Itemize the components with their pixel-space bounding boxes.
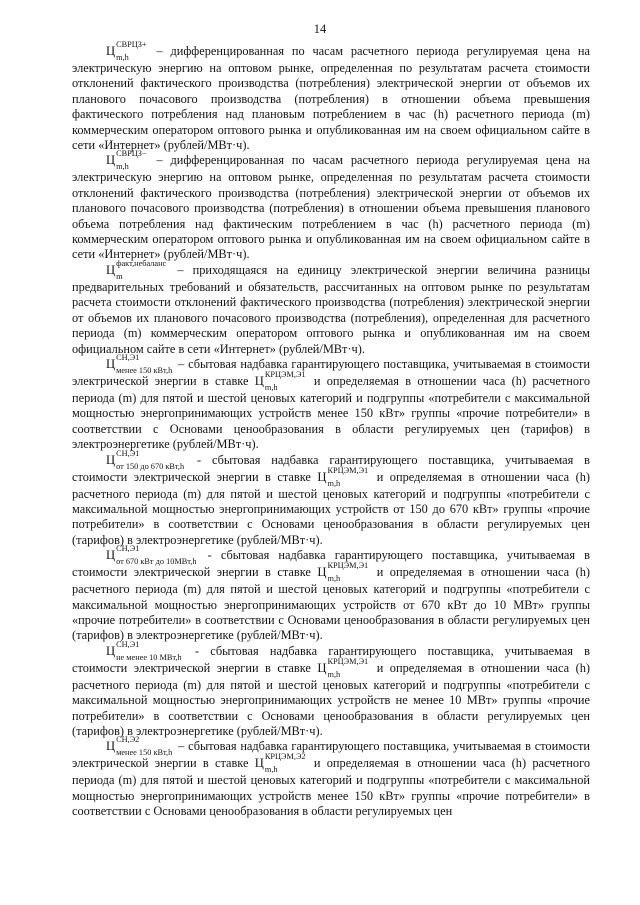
price-symbol bbox=[106, 352, 174, 375]
symbol-superscript: КРЦЭМ,Э1 bbox=[327, 561, 369, 571]
price-symbol bbox=[106, 40, 149, 62]
symbol-indices bbox=[116, 448, 185, 471]
paragraph-text: – сбытовая надбавка гарантирующего поставщика, учитываемая в стоимости электрической энергии в ставке bbox=[72, 356, 590, 388]
symbol-superscript: СВРЦЗ+ bbox=[116, 40, 147, 49]
symbol-superscript: СН,Э1 bbox=[116, 639, 140, 649]
symbol-indices bbox=[116, 258, 167, 281]
symbol-subscript: m,h bbox=[264, 765, 278, 775]
paragraph-text: и определяемая в отношении часа (h) расчетного периода (m) для пятой и шестой ценовых категорий и подгруппы «потребители с максимальной мощностью энергопринимающих устройств от 150 до 670 кВт» группы «прочие потребители» в соответствии с Основами ценообразования в области регулируемых цен (тарифов) в электроэнергетике (рублей/МВт·ч). bbox=[72, 469, 590, 547]
symbol-subscript: m,h bbox=[116, 53, 129, 62]
symbol-superscript: факт,небаланс bbox=[116, 258, 167, 268]
price-symbol bbox=[317, 656, 370, 679]
symbol-subscript: m,h bbox=[116, 162, 129, 172]
symbol-subscript: m,h bbox=[327, 478, 341, 488]
symbol-base: Ц bbox=[106, 262, 116, 277]
symbol-superscript: КРЦЭМ,Э2 bbox=[264, 752, 306, 762]
symbol-base: Ц bbox=[254, 756, 264, 771]
symbol-indices bbox=[264, 752, 306, 775]
symbol-base: Ц bbox=[106, 153, 116, 168]
symbol-subscript: менее 150 кВт,h bbox=[116, 748, 173, 758]
definition-paragraph bbox=[72, 544, 590, 644]
symbol-indices bbox=[116, 40, 147, 62]
definition-paragraph bbox=[72, 149, 590, 262]
symbol-superscript: КРЦЭМ,Э1 bbox=[264, 369, 306, 379]
price-symbol bbox=[254, 752, 308, 775]
paragraph-text: и определяемая в отношении часа (h) расчетного периода (m) для пятой и шестой ценовых категорий и подгруппы «потребители с максимальной мощностью энергопринимающих устройств менее 150 кВт» группы «прочие потребители» в соответствии с Основами ценообразования в области регулируемых цен (тарифов) в электроэнергетике (рублей/МВт·ч). bbox=[72, 373, 591, 452]
price-symbol bbox=[106, 448, 186, 471]
symbol-superscript: СН,Э1 bbox=[116, 544, 140, 554]
symbol-subscript: m,h bbox=[264, 382, 278, 392]
symbol-superscript: СВРЦЗ− bbox=[116, 149, 147, 159]
paragraph-text: и определяемая в отношении часа (h) расчетного периода (m) для пятой и шестой ценовых категорий и подгруппы «потребители с максимальной мощностью энергопринимающих устройств менее 150 кВт» группы «прочие потребители» в соответствии с Основами ценообразования в области регулируемых цен bbox=[72, 756, 591, 819]
price-symbol bbox=[317, 561, 370, 584]
paragraph-text: – приходящаяся на единицу электрической энергии величина разницы предварительных требований и обязательств, рассчитанных на оптовом рынке по результатам расчета стоимости отклонений фактического производства (потребления) электрической энергии от объемов их планового почасового производства (потребления), определенная для расчетного периода (m) коммерческим оператором оптового рынка и опубликованная им на своем официальном сайте в сети «Интернет» (рублей/МВт·ч). bbox=[72, 262, 590, 356]
symbol-subscript: менее 150 кВт,h bbox=[116, 365, 173, 375]
symbol-indices bbox=[116, 639, 182, 662]
symbol-indices bbox=[116, 149, 147, 172]
symbol-subscript: m,h bbox=[327, 669, 341, 679]
symbol-indices bbox=[116, 544, 197, 567]
paragraph-text: и определяемая в отношении часа (h) расчетного периода (m) для пятой и шестой ценовых категорий и подгруппы «потребители с максимальной мощностью энергопринимающих устройств от 670 кВт до 10 МВт» группы «прочие потребители» в соответствии с Основами ценообразования в области регулируемых цен (тарифов) в электроэнергетике (рублей/МВт·ч). bbox=[72, 565, 590, 643]
symbol-superscript: КРЦЭМ,Э1 bbox=[327, 465, 369, 475]
symbol-base: Ц bbox=[106, 548, 116, 563]
symbol-indices bbox=[327, 656, 369, 679]
symbol-indices bbox=[327, 561, 369, 584]
definition-paragraph bbox=[72, 258, 590, 357]
price-symbol bbox=[106, 639, 184, 662]
symbol-superscript: КРЦЭМ,Э1 bbox=[327, 656, 369, 666]
price-symbol bbox=[254, 369, 308, 392]
symbol-subscript: от 150 до 670 кВт,h bbox=[116, 461, 185, 471]
symbol-subscript: m,h bbox=[327, 574, 341, 584]
symbol-base: Ц bbox=[106, 44, 116, 58]
symbol-superscript: СН,Э2 bbox=[116, 735, 140, 745]
price-symbol bbox=[106, 544, 199, 567]
price-symbol bbox=[106, 735, 174, 758]
definition-paragraph bbox=[72, 40, 590, 153]
symbol-base: Ц bbox=[106, 739, 116, 754]
price-symbol bbox=[106, 258, 168, 281]
paragraph-text: – дифференцированная по часам расчетного периода регулируемая цена на электрическую энергию на оптовом рынке, определенная по результатам расчета стоимости отклонений фактического производства (потребления) электрической энергии от объемов их планового почасового производства (потребления) в отношении объема превышения фактического потребления над плановым потреблением в час (h) расчетного периода (m) коммерческим оператором оптового рынка и опубликованная им на своем официальном сайте в сети «Интернет» (рублей/МВт·ч). bbox=[72, 44, 590, 153]
symbol-indices bbox=[116, 352, 173, 375]
symbol-indices bbox=[327, 465, 369, 488]
price-symbol bbox=[106, 149, 149, 172]
definition-paragraph bbox=[72, 448, 590, 549]
paragraph-text: - сбытовая надбавка гарантирующего поставщика, учитываемая в стоимости электрической энергии в ставке bbox=[72, 548, 590, 580]
paragraph-text: – дифференцированная по часам расчетного периода регулируемая цена на электрическую энергию на оптовом рынке, определенная по результатам расчета стоимости отклонений фактического производства (потребления) электрической энергии от объемов их планового почасового производства (потребления) в отношении объема превышения планового объема потребления над фактическим потреблением в час (h) расчетного периода (m) коммерческим оператором оптового рынка и опубликованная им на своем официальном сайте в сети «Интернет» (рублей/МВт·ч). bbox=[72, 153, 590, 262]
definition-paragraph bbox=[72, 639, 590, 740]
symbol-base: Ц bbox=[317, 469, 327, 484]
symbol-base: Ц bbox=[254, 373, 264, 388]
paragraph-text: - сбытовая надбавка гарантирующего поставщика, учитываемая в стоимости электрической энергии в ставке bbox=[72, 452, 590, 484]
symbol-indices bbox=[116, 735, 173, 758]
definition-paragraph bbox=[72, 735, 591, 819]
symbol-base: Ц bbox=[106, 452, 116, 467]
symbol-subscript: от 670 кВт до 10МВт,h bbox=[116, 557, 197, 567]
symbol-subscript: не менее 10 МВт,h bbox=[116, 652, 182, 662]
symbol-base: Ц bbox=[106, 356, 116, 371]
definition-paragraph bbox=[72, 352, 591, 453]
price-symbol bbox=[317, 465, 370, 488]
symbol-subscript: m bbox=[116, 271, 123, 281]
paragraph-text: - сбытовая надбавка гарантирующего поставщика, учитываемая в стоимости электрической энергии в ставке bbox=[72, 643, 590, 675]
paragraph-text: – сбытовая надбавка гарантирующего поставщика, учитываемая в стоимости электрической энергии в ставке bbox=[72, 739, 590, 771]
symbol-superscript: СН,Э1 bbox=[116, 448, 140, 458]
symbol-indices bbox=[264, 369, 306, 392]
symbol-base: Ц bbox=[317, 565, 327, 580]
page-number: 14 bbox=[313, 22, 327, 36]
symbol-base: Ц bbox=[317, 660, 327, 675]
document-body bbox=[72, 40, 591, 820]
symbol-superscript: СН,Э1 bbox=[116, 352, 140, 362]
symbol-base: Ц bbox=[106, 643, 116, 658]
paragraph-text: и определяемая в отношении часа (h) расчетного периода (m) для пятой и шестой ценовых категорий и подгруппы «потребители с максимальной мощностью энергопринимающих устройств не менее 10 МВт» группы «прочие потребители» в соответствии с Основами ценообразования в области регулируемых цен (тарифов) в электроэнергетике (рублей/МВт·ч). bbox=[72, 660, 590, 738]
